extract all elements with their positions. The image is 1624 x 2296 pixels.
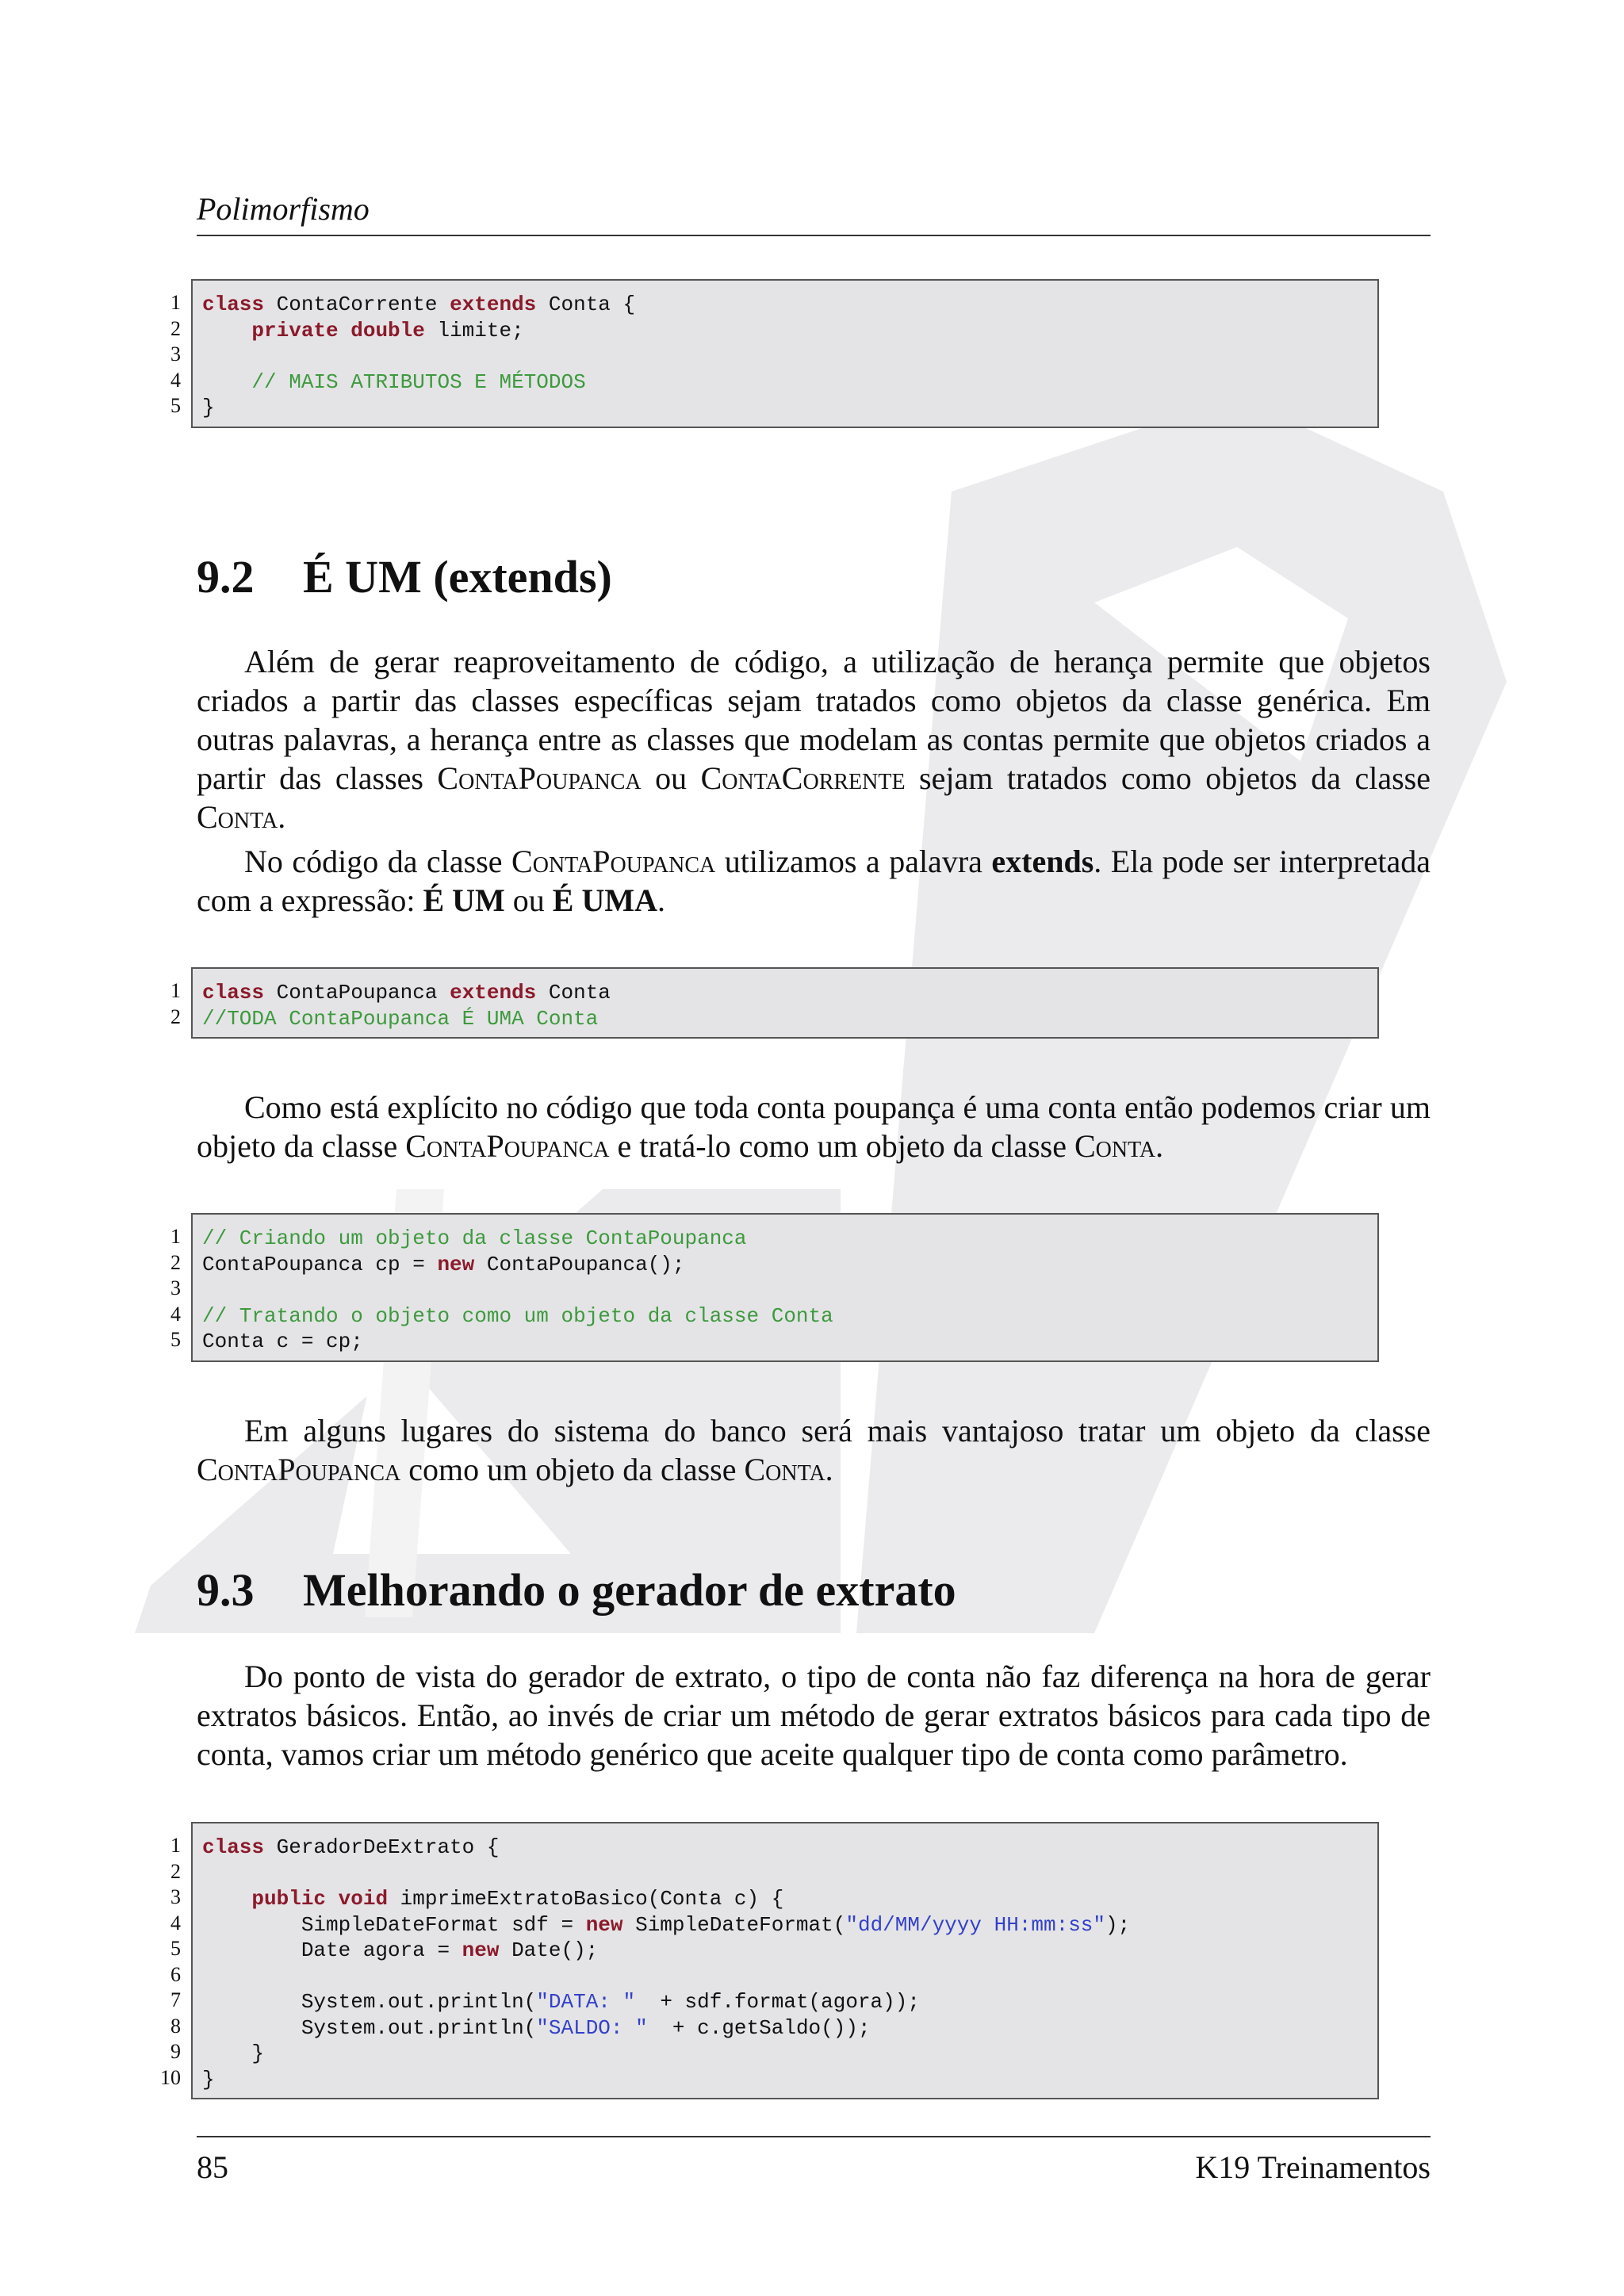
text-run: e tratá-lo como um objeto da classe xyxy=(609,1128,1074,1164)
line-numbers xyxy=(149,1833,181,2091)
code-text: GeradorDeExtrato { xyxy=(264,1835,500,1859)
code-text: ContaPoupanca cp = xyxy=(202,1252,438,1276)
code-line xyxy=(202,292,1377,318)
code-comment: // MAIS ATRIBUTOS E MÉTODOS xyxy=(251,369,586,394)
line-number: 5 xyxy=(170,1937,181,1960)
code-text: ContaCorrente xyxy=(264,293,450,316)
line-number: 1 xyxy=(170,1225,181,1248)
section-title: É UM (extends) xyxy=(303,551,612,603)
code-text: Conta { xyxy=(536,293,636,316)
code-text: Conta c = cp; xyxy=(202,1330,363,1353)
section-heading-9-2 xyxy=(197,550,612,603)
code-line xyxy=(202,318,1377,344)
text-run: como um objeto da classe xyxy=(400,1452,745,1487)
text-run: . Ela pode ser interpretada com a expressão: xyxy=(197,844,1431,918)
line-number: 1 xyxy=(170,979,181,1002)
code-text: SimpleDateFormat sdf = xyxy=(202,1912,586,1937)
bold-term: extends xyxy=(991,844,1094,879)
line-number: 6 xyxy=(170,1962,181,1986)
code-comment: // Tratando o objeto como um objeto da classe Conta xyxy=(202,1303,833,1328)
section-number: 9.2 xyxy=(197,551,255,603)
code-text: ContaPoupanca xyxy=(264,981,450,1004)
line-number: 1 xyxy=(170,1834,181,1857)
text-run: . xyxy=(278,799,286,835)
class-name: ContaPoupanca xyxy=(437,760,642,796)
header-rule xyxy=(197,235,1431,236)
code-keyword: new xyxy=(437,1252,475,1276)
code-line xyxy=(202,395,1377,421)
class-name: ContaPoupanca xyxy=(511,844,716,879)
class-name: ContaPoupanca xyxy=(197,1452,401,1487)
code-line xyxy=(202,1886,1377,1912)
line-number: 3 xyxy=(170,1885,181,1908)
text-run: Do ponto de vista do gerador de extrato, o tipo de conta não faz diferença na hora de gerar extratos básicos. Então, ao invés de criar um método de gerar extratos básicos para cada tipo de conta, vamos criar um método genérico que aceite qualquer tipo de conta como parâmetro. xyxy=(197,1659,1431,1772)
line-number: 2 xyxy=(170,1859,181,1883)
code-keyword: private double xyxy=(251,318,425,342)
line-number: 9 xyxy=(170,2040,181,2063)
code-line xyxy=(202,1964,1377,1990)
line-number: 2 xyxy=(170,316,181,340)
section-heading-9-3 xyxy=(197,1563,956,1617)
code-line xyxy=(202,2067,1377,2093)
code-text xyxy=(202,319,251,342)
class-name: ContaCorrente xyxy=(700,760,906,796)
paragraph-conta-poupanca xyxy=(197,1088,1431,1165)
code-line xyxy=(202,1303,1377,1330)
section-title: Melhorando o gerador de extrato xyxy=(303,1564,956,1616)
code-line xyxy=(202,343,1377,369)
text-run: sejam tratados como objetos da classe xyxy=(905,760,1431,796)
code-line xyxy=(202,1277,1377,1303)
code-keyword: extends xyxy=(450,981,537,1004)
code-text: } xyxy=(202,2042,265,2065)
running-header-title: Polimorfismo xyxy=(197,191,370,227)
code-line xyxy=(202,1835,1377,1861)
line-number: 7 xyxy=(170,1988,181,2011)
paragraph-gerador-extrato xyxy=(197,1657,1431,1774)
line-number: 5 xyxy=(170,394,181,417)
code-text: Date(); xyxy=(499,1938,599,1962)
code-keyword: class xyxy=(202,1835,265,1859)
code-box xyxy=(191,1822,1379,2099)
paragraph-vantajoso xyxy=(197,1411,1431,1489)
paragraph-heranca xyxy=(197,642,1431,836)
line-number: 4 xyxy=(170,1302,181,1326)
code-line xyxy=(202,2041,1377,2067)
code-comment: // Criando um objeto da classe ContaPoupanca xyxy=(202,1226,747,1250)
code-text: } xyxy=(202,2067,215,2091)
text-run: ou xyxy=(504,882,553,918)
footer-brand: K19 Treinamentos xyxy=(1195,2149,1431,2185)
page-number: 85 xyxy=(197,2149,228,2185)
code-line xyxy=(202,1912,1377,1938)
code-text: ContaPoupanca(); xyxy=(474,1252,685,1276)
line-number: 2 xyxy=(170,1004,181,1028)
code-text: ); xyxy=(1105,1912,1131,1937)
text-run: . xyxy=(1155,1128,1164,1164)
code-text: System.out.println( xyxy=(202,1990,537,2014)
code-text: Conta xyxy=(536,981,611,1004)
code-line xyxy=(202,980,1377,1006)
text-run: Além de gerar reaproveitamento de código, a utilização de herança permite que objetos criados a partir das classes específicas sejam tratados como objetos da classe genérica. Em outras palavras, a herança entre as classes que modelam as contas permite que objetos criados a partir das classes xyxy=(197,644,1431,796)
section-number: 9.3 xyxy=(197,1564,255,1616)
line-number: 3 xyxy=(170,1276,181,1299)
bold-term: É UMA xyxy=(552,882,657,918)
code-keyword: public void xyxy=(251,1887,389,1911)
text-run: . xyxy=(825,1452,833,1487)
code-box xyxy=(191,967,1379,1039)
line-numbers xyxy=(149,290,181,419)
footer-rule xyxy=(197,2136,1431,2137)
line-number: 1 xyxy=(170,291,181,314)
line-number: 5 xyxy=(170,1328,181,1351)
code-line xyxy=(202,1006,1377,1032)
line-number: 4 xyxy=(170,368,181,392)
code-text: + sdf.format(agora)); xyxy=(635,1990,920,2014)
text-run: . xyxy=(657,882,665,918)
text-run: Em alguns lugares do sistema do banco será mais vantajoso tratar um objeto da classe xyxy=(244,1413,1431,1448)
code-line xyxy=(202,369,1377,396)
code-comment: //TODA ContaPoupanca É UMA Conta xyxy=(202,1006,599,1031)
line-number: 8 xyxy=(170,2014,181,2038)
code-line xyxy=(202,1329,1377,1355)
code-text: System.out.println( xyxy=(202,2015,537,2040)
code-text xyxy=(202,370,251,394)
code-text: limite; xyxy=(424,318,524,342)
code-line xyxy=(202,1989,1377,2015)
code-box xyxy=(191,1213,1379,1362)
code-text: + c.getSaldo()); xyxy=(647,2015,871,2040)
code-box xyxy=(191,279,1379,428)
code-keyword: class xyxy=(202,981,265,1004)
bold-term: É UM xyxy=(423,882,505,918)
line-numbers xyxy=(149,978,181,1030)
line-number: 4 xyxy=(170,1911,181,1934)
code-text: imprimeExtratoBasico(Conta c) { xyxy=(388,1887,784,1911)
class-name: Conta xyxy=(197,799,278,835)
code-line xyxy=(202,1938,1377,1964)
line-number: 10 xyxy=(160,2065,181,2089)
code-string: "DATA: " xyxy=(536,1990,636,2014)
text-run: No código da classe xyxy=(244,844,512,879)
code-keyword: new xyxy=(462,1938,500,1962)
code-keyword: class xyxy=(202,293,265,316)
text-run: Como está explícito no código que toda conta poupança é uma conta então podemos criar um objeto da classe xyxy=(197,1089,1431,1164)
code-text: } xyxy=(202,396,215,419)
code-keyword: extends xyxy=(450,293,537,316)
code-line xyxy=(202,1252,1377,1278)
line-number: 2 xyxy=(170,1250,181,1274)
class-name: ContaPoupanca xyxy=(405,1128,610,1164)
class-name: Conta xyxy=(744,1452,825,1487)
paragraph-extends xyxy=(197,842,1431,920)
code-text xyxy=(202,1887,251,1911)
line-number: 3 xyxy=(170,342,181,365)
code-line xyxy=(202,1226,1377,1252)
code-line xyxy=(202,1861,1377,1887)
text-run: utilizamos a palavra xyxy=(715,844,992,879)
class-name: Conta xyxy=(1074,1128,1156,1164)
line-numbers xyxy=(149,1224,181,1353)
code-line xyxy=(202,2015,1377,2042)
code-string: "SALDO: " xyxy=(536,2015,648,2040)
text-run: ou xyxy=(641,760,701,796)
code-string: "dd/MM/yyyy HH:mm:ss" xyxy=(845,1912,1106,1937)
code-keyword: new xyxy=(585,1912,623,1937)
code-text: Date agora = xyxy=(202,1938,462,1962)
code-text: SimpleDateFormat( xyxy=(622,1912,846,1937)
